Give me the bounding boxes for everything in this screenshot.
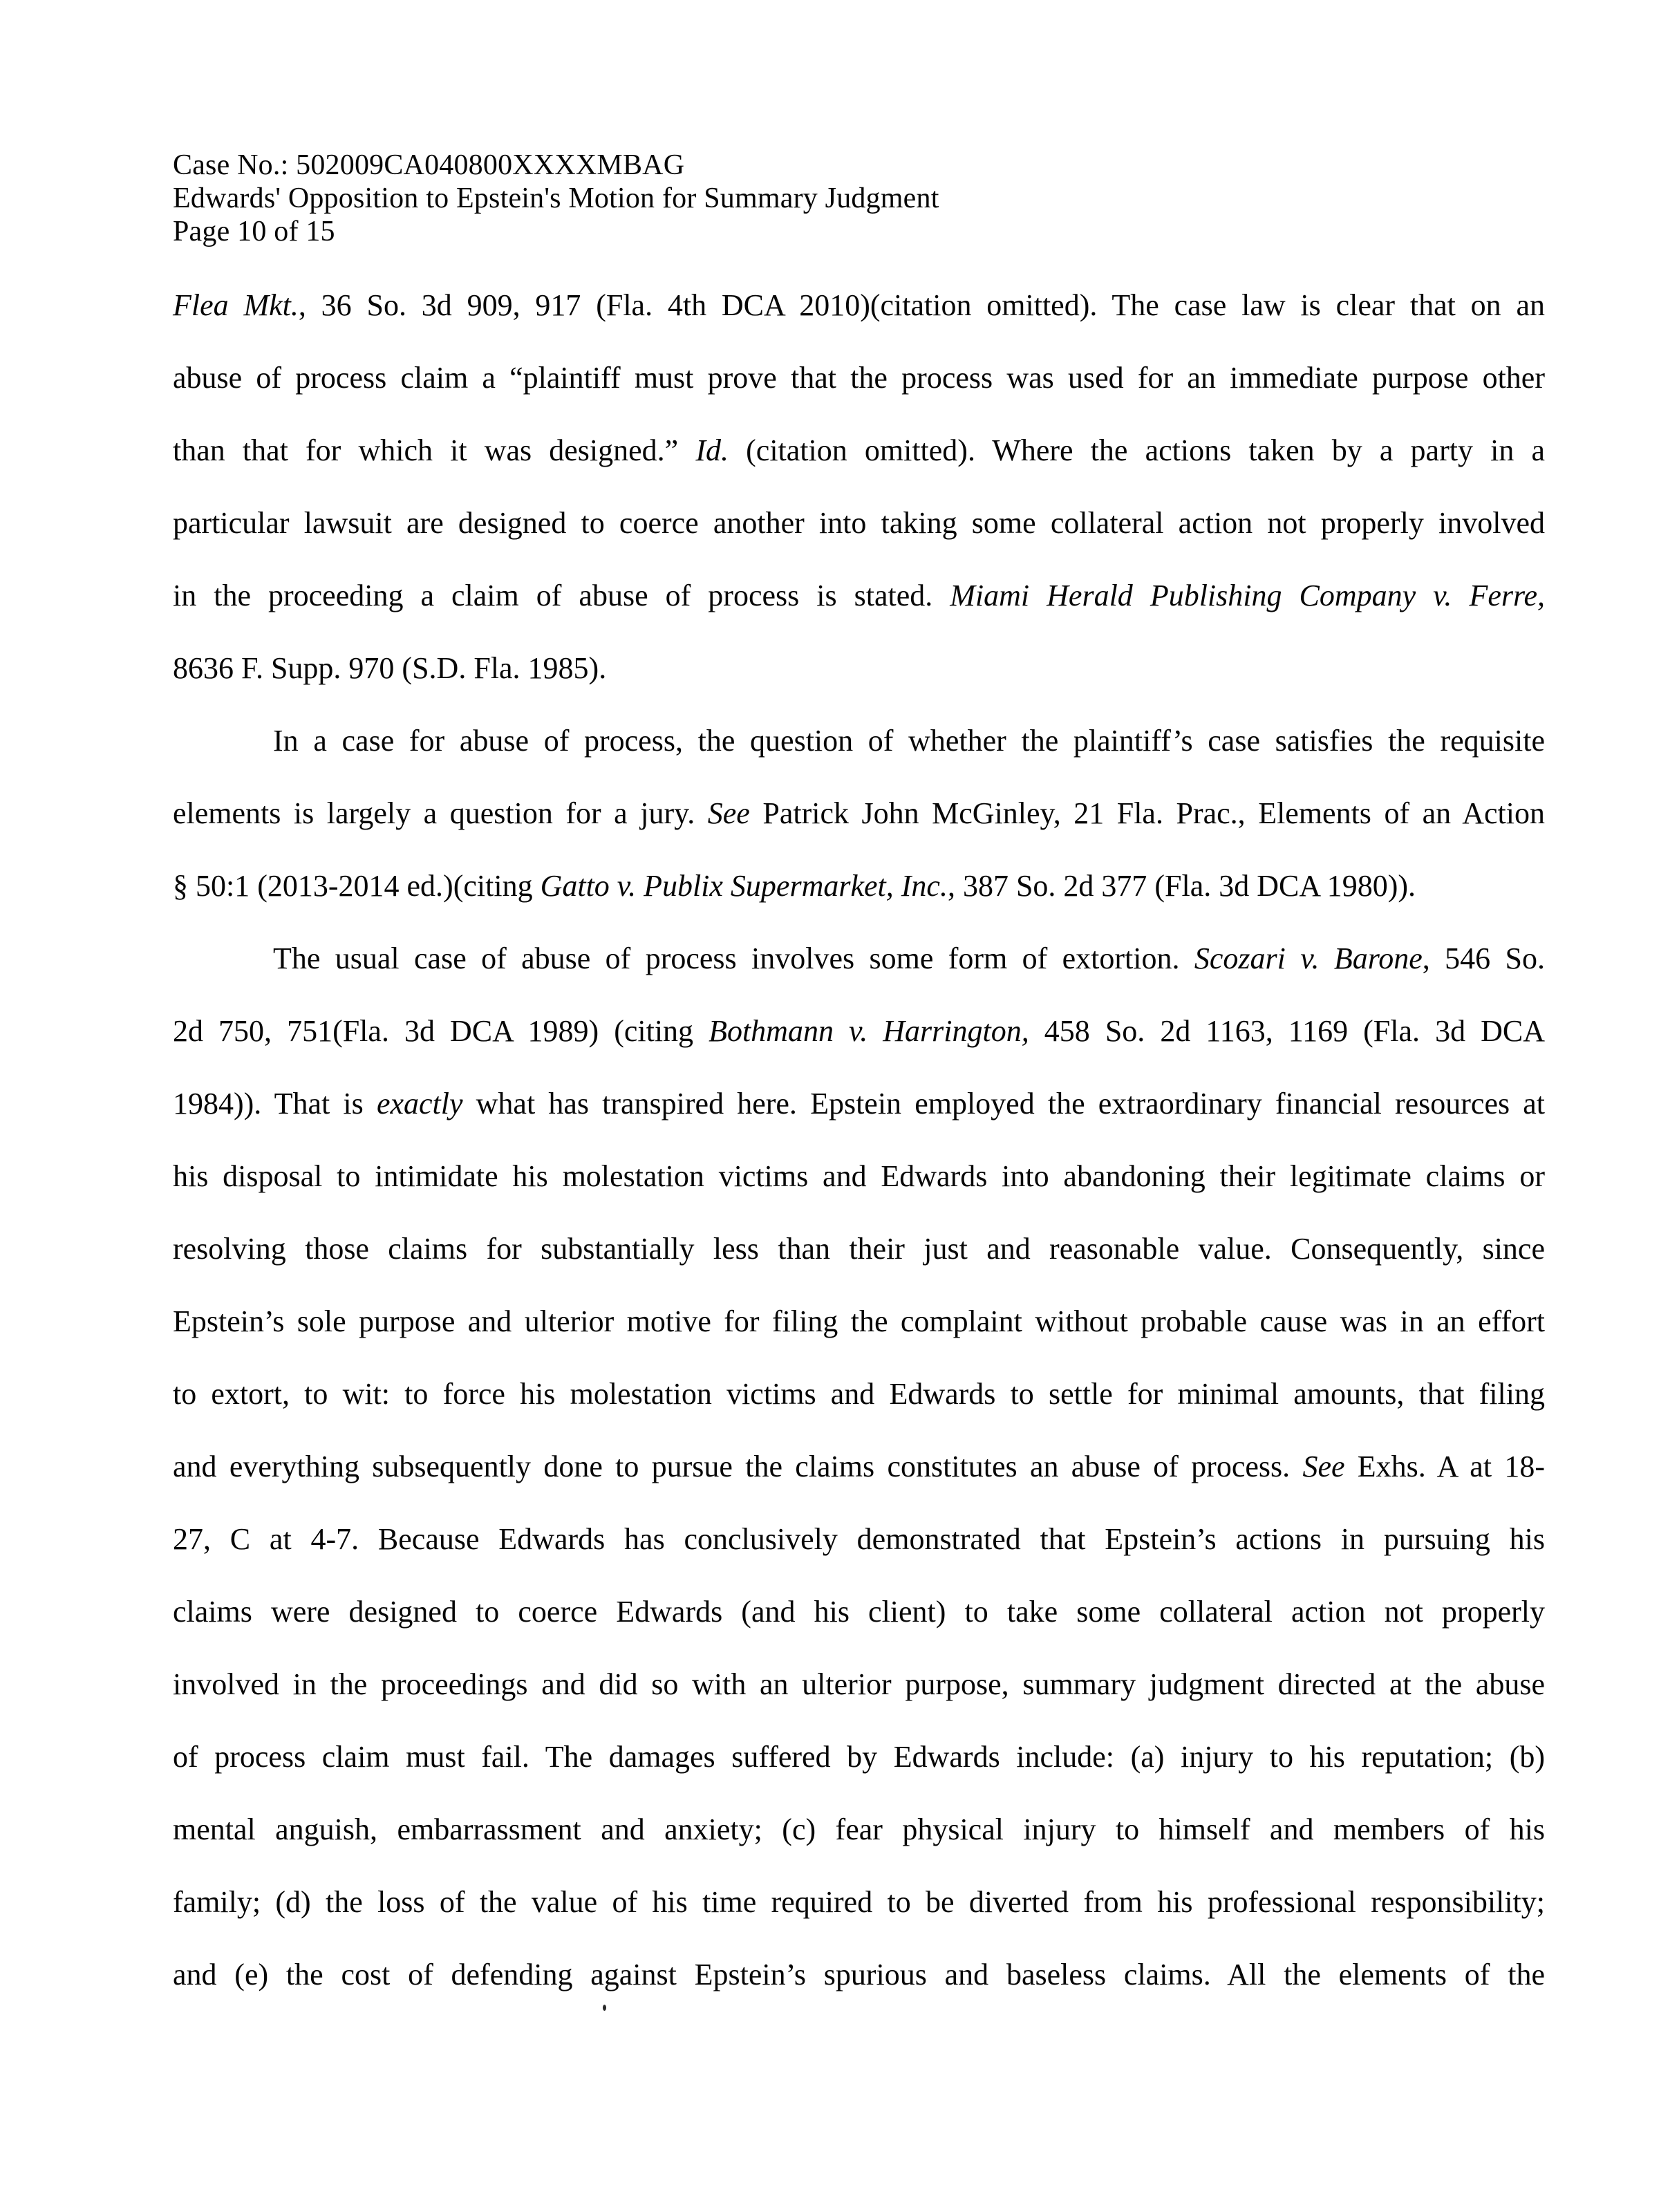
text-line bbox=[173, 1140, 1545, 1212]
header-page-info: Page 10 of 15 bbox=[173, 216, 335, 247]
citation-italic-text: exactly bbox=[376, 1087, 463, 1121]
body-text: resolving those claims for substantially less than their just and reasonable value. Consequently, since bbox=[173, 1232, 1545, 1266]
header-document-title: Edwards' Opposition to Epstein's Motion for Summary Judgment bbox=[173, 182, 939, 214]
text-line bbox=[173, 1793, 1545, 1866]
page-content bbox=[173, 149, 1545, 2011]
text-line bbox=[173, 922, 1545, 995]
body-text: family; (d) the loss of the value of his time required to be diverted from his professional responsibility; bbox=[173, 1885, 1545, 1919]
body-text: involved in the proceedings and did so with an ulterior purpose, summary judgment directed at the abuse bbox=[173, 1667, 1545, 1701]
text-line bbox=[173, 1721, 1545, 1793]
text-line bbox=[173, 487, 1545, 559]
scan-artifact bbox=[603, 2005, 606, 2011]
body-text: 27, C at 4-7. Because Edwards has conclusively demonstrated that Epstein’s actions in pursuing his bbox=[173, 1522, 1545, 1556]
body-text: than that for which it was designed.” bbox=[173, 433, 696, 467]
paragraph bbox=[173, 922, 1545, 2011]
body-text: elements is largely a question for a jury. bbox=[173, 796, 708, 830]
text-line bbox=[173, 269, 1545, 341]
text-line bbox=[173, 1866, 1545, 1938]
text-line bbox=[173, 1575, 1545, 1648]
text-line bbox=[173, 632, 1545, 704]
body-text: and everything subsequently done to pursue the claims constitutes an abuse of process. bbox=[173, 1450, 1303, 1483]
body-text: (citation omitted). Where the actions taken by a party in a bbox=[729, 433, 1545, 467]
body-text: 1984)). That is bbox=[173, 1087, 377, 1121]
citation-italic-text: Id. bbox=[695, 433, 729, 467]
text-line bbox=[173, 1285, 1545, 1358]
text-line bbox=[173, 1430, 1545, 1503]
body-text: 8636 F. Supp. 970 (S.D. Fla. 1985). bbox=[173, 651, 607, 685]
text-line bbox=[173, 777, 1545, 850]
body-text: particular lawsuit are designed to coerce another into taking some collateral action not properly involved bbox=[173, 506, 1545, 540]
text-line bbox=[173, 1503, 1545, 1575]
header-case-number: Case No.: 502009CA040800XXXXMBAG bbox=[173, 149, 685, 181]
body-text: in the proceeding a claim of abuse of process is stated. bbox=[173, 579, 950, 612]
text-line bbox=[173, 1938, 1545, 2011]
citation-italic-text: See bbox=[707, 796, 750, 830]
text-line bbox=[173, 559, 1545, 632]
body-text: Epstein’s sole purpose and ulterior motive for filing the complaint without probable cause was in an effort bbox=[173, 1304, 1545, 1338]
citation-italic-text: Flea Mkt. bbox=[173, 288, 299, 322]
body-text: , 387 So. 2d 377 (Fla. 3d DCA 1980)). bbox=[947, 869, 1416, 903]
body-text: claims were designed to coerce Edwards (and his client) to take some collateral action not properly bbox=[173, 1595, 1545, 1629]
text-line bbox=[173, 414, 1545, 487]
body-text: § 50:1 (2013-2014 ed.)(citing bbox=[173, 869, 541, 903]
body-text: The usual case of abuse of process involves some form of extortion. bbox=[273, 941, 1194, 975]
text-line bbox=[173, 1648, 1545, 1721]
citation-italic-text: Miami Herald Publishing Company v. Ferre, bbox=[950, 579, 1545, 612]
text-line bbox=[173, 850, 1545, 922]
body-text: Patrick John McGinley, 21 Fla. Prac., Elements of an Action bbox=[749, 796, 1545, 830]
body-text: what has transpired here. Epstein employed the extraordinary financial resources at bbox=[462, 1087, 1545, 1121]
text-line bbox=[173, 341, 1545, 414]
document-header bbox=[173, 149, 1545, 248]
text-line bbox=[173, 1212, 1545, 1285]
body-text: Exhs. A at 18- bbox=[1344, 1450, 1545, 1483]
paragraph bbox=[173, 269, 1545, 704]
text-line bbox=[173, 995, 1545, 1067]
body-text: 2d 750, 751(Fla. 3d DCA 1989) (citing bbox=[173, 1014, 709, 1048]
citation-italic-text: Scozari v. Barone bbox=[1194, 941, 1423, 975]
body-text: of process claim must fail. The damages suffered by Edwards include: (a) injury to his reputation; (b) bbox=[173, 1740, 1545, 1774]
body-text: In a case for abuse of process, the question of whether the plaintiff’s case satisfies the requisite bbox=[273, 724, 1545, 758]
body-text: , 546 So. bbox=[1422, 941, 1545, 975]
paragraph bbox=[173, 704, 1545, 922]
citation-italic-text: Bothmann v. Harrington, bbox=[709, 1014, 1029, 1048]
body-text: his disposal to intimidate his molestation victims and Edwards into abandoning their legitimate claims or bbox=[173, 1159, 1545, 1193]
citation-italic-text: See bbox=[1302, 1450, 1345, 1483]
body-text: mental anguish, embarrassment and anxiety; (c) fear physical injury to himself and members of his bbox=[173, 1812, 1545, 1846]
text-line bbox=[173, 1358, 1545, 1430]
body-text: abuse of process claim a “plaintiff must prove that the process was used for an immediate purpose other bbox=[173, 361, 1545, 395]
text-line bbox=[173, 704, 1545, 777]
body-text: 458 So. 2d 1163, 1169 (Fla. 3d DCA bbox=[1029, 1014, 1545, 1048]
body-text: to extort, to wit: to force his molestation victims and Edwards to settle for minimal amounts, that filing bbox=[173, 1377, 1545, 1411]
body-text: , 36 So. 3d 909, 917 (Fla. 4th DCA 2010)(citation omitted). The case law is clear that on an bbox=[298, 288, 1545, 322]
body-text: and (e) the cost of defending against Epstein’s spurious and baseless claims. All the elements of the bbox=[173, 1958, 1545, 1991]
document-body bbox=[173, 269, 1545, 2011]
text-line bbox=[173, 1067, 1545, 1140]
citation-italic-text: Gatto v. Publix Supermarket, Inc. bbox=[540, 869, 948, 903]
